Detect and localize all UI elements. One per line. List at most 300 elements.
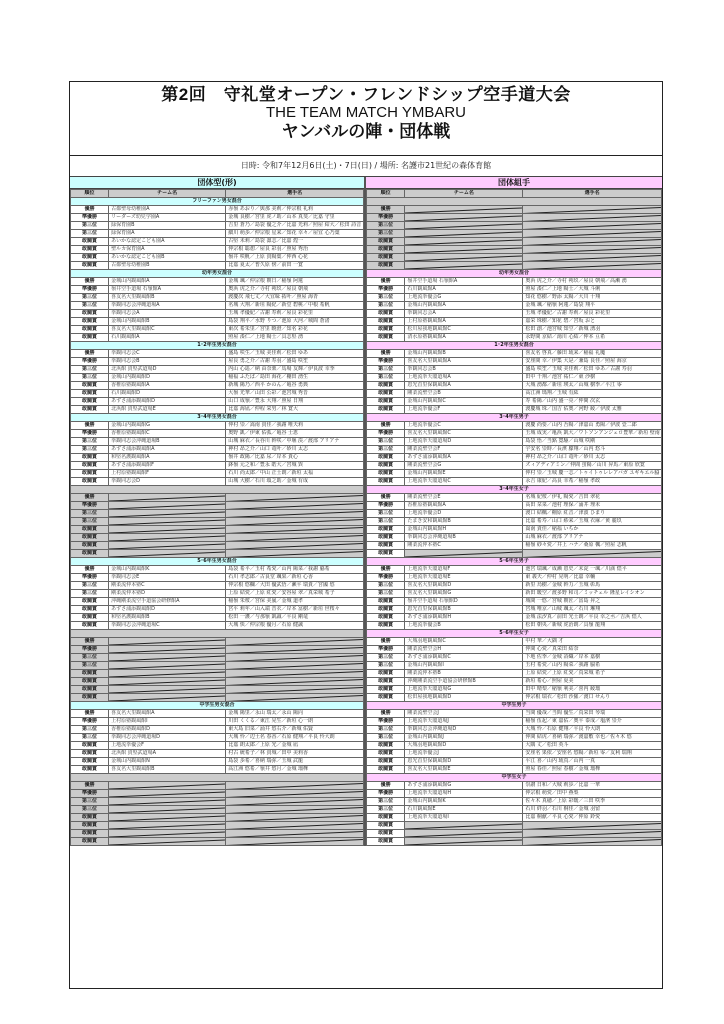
rank-cell: 優勝 xyxy=(367,350,405,358)
rank-cell: 優勝 xyxy=(367,278,405,286)
team-name-cell: 剛柔流聖空会G xyxy=(405,462,523,470)
players-cell: 高江洲 悠希／嶺井 悠月／金城 瑠樺 xyxy=(226,766,364,774)
team-name-cell: 清水原塾観風館A xyxy=(405,334,523,342)
rank-cell: 敢闘賞 xyxy=(367,694,405,702)
rank-cell: 敢闘賞 xyxy=(71,542,109,550)
rank-cell: 敢闘賞 xyxy=(71,670,109,678)
team-name-cell: 恩光首里保観風館B xyxy=(405,606,523,614)
result-row xyxy=(71,518,364,526)
players-cell: 大嶺 光華／山田 公彩／池宮城 秀晋 xyxy=(226,390,364,398)
rank-cell: 敢闘賞 xyxy=(71,606,109,614)
team-name-cell: 金城山内観風館J xyxy=(405,734,523,742)
players-cell: 名城 大翔／新垣 陽紀／新堂 碧桃／中根 希帆 xyxy=(226,302,364,310)
result-row xyxy=(71,254,364,262)
rank-cell: 敢闘賞 xyxy=(71,766,109,774)
result-row xyxy=(71,694,364,702)
section-header-row xyxy=(71,774,364,782)
result-row xyxy=(71,614,364,622)
result-row xyxy=(367,758,662,766)
rank-cell: 敢闘賞 xyxy=(367,750,405,758)
result-row xyxy=(367,382,662,390)
empty-players-cell xyxy=(226,838,364,846)
rank-cell: 第三位 xyxy=(71,374,109,382)
rank-cell: 敢闘賞 xyxy=(367,830,405,838)
rank-cell: 敢闘賞 xyxy=(71,398,109,406)
result-row xyxy=(71,758,364,766)
team-name-cell: あずさ浦添観風館G xyxy=(405,782,523,790)
players-cell: 名城 紀桜／伊礼 陽愛／吉田 翠花 xyxy=(523,494,662,502)
players-cell: 嶺井 政陽／比嘉 尿／岸本 貴心 xyxy=(226,454,364,462)
rank-cell: 敢闘賞 xyxy=(71,830,109,838)
rank-cell: 第三位 xyxy=(71,806,109,814)
empty-team-cell xyxy=(405,838,523,846)
rank-cell: 優勝 xyxy=(71,782,109,790)
team-name-cell: 剛柔流仲本塾C xyxy=(109,582,226,590)
players-cell: 仲村 崇／嵩南 貴佳／我謝 唯夫莉 xyxy=(226,422,364,430)
players-cell: 石川 尚太郎／中山 正士朗／新垣 太福 xyxy=(226,470,364,478)
rank-cell: 敢闘賞 xyxy=(71,238,109,246)
empty-players-cell xyxy=(523,838,662,846)
result-row xyxy=(367,326,662,334)
team-name-cell: 聖ルカ保育園A xyxy=(109,246,226,254)
result-row xyxy=(71,206,364,214)
team-name-cell: あいかな認定こども園A xyxy=(109,238,226,246)
rank-cell: 準優勝 xyxy=(367,286,405,294)
rank-cell: 敢闘賞 xyxy=(71,382,109,390)
players-cell: 比嘉 海凪／仲程 栄男／林 寛大 xyxy=(226,406,364,414)
players-cell: 安座名 果依／安座名 悠陽／新垣 零／友利 瑞翔 xyxy=(523,750,662,758)
result-row xyxy=(71,214,364,222)
result-row xyxy=(71,838,364,846)
result-row xyxy=(71,326,364,334)
rank-cell: 敢闘賞 xyxy=(367,742,405,750)
result-row xyxy=(367,638,662,646)
rank-cell: 準優勝 xyxy=(367,214,405,222)
result-row xyxy=(71,238,364,246)
team-name-cell: 上地流拳優会B xyxy=(405,622,523,630)
empty-team-cell xyxy=(109,662,226,670)
team-name-cell: 金城山内観風館N xyxy=(109,758,226,766)
team-name-cell: 石川観風館A xyxy=(405,286,523,294)
team-name-cell: 剛柔流聖空会E xyxy=(405,494,523,502)
team-name-cell: 金城山内観風館G xyxy=(109,422,226,430)
rank-cell: 敢闘賞 xyxy=(367,606,405,614)
section-title: 5･6年生男女混合 xyxy=(71,558,364,566)
rank-cell: 第三位 xyxy=(367,734,405,742)
rank-cell: 優勝 xyxy=(367,566,405,574)
players-cell: 山城 大樹／石川 頌之助／金城 有成 xyxy=(226,478,364,486)
result-row xyxy=(71,510,364,518)
rank-cell: 敢闘賞 xyxy=(367,758,405,766)
team-name-cell: 松田屋我地観風館D xyxy=(405,694,523,702)
team-name-cell: 上地流拳優会F xyxy=(109,742,226,750)
team-name-cell: 古都聖母幼稚園B xyxy=(109,262,226,270)
result-row xyxy=(71,542,364,550)
rank-cell: 敢闘賞 xyxy=(71,334,109,342)
players-cell: 村古 統希子／林 貴城／田中 美莉香 xyxy=(226,750,364,758)
result-row xyxy=(367,718,662,726)
section-header-row xyxy=(71,630,364,638)
rank-cell: 敢闘賞 xyxy=(71,310,109,318)
rank-cell: 優勝 xyxy=(367,206,405,214)
rank-cell: 敢闘賞 xyxy=(367,822,405,830)
players-cell: 高田 栞菜／池村 理保／涌井 理未 xyxy=(523,502,662,510)
team-name-cell: 緑保育園B xyxy=(109,222,226,230)
empty-team-cell xyxy=(109,670,226,678)
players-cell: 盛島 咲生／玉城 美佳莉／松田 ゆあ xyxy=(226,350,364,358)
section-title xyxy=(367,198,662,206)
players-cell: 島袋 翔平／水野 りつ／池原 大河／城間 蒼渚 xyxy=(226,318,364,326)
result-row xyxy=(71,438,364,446)
result-row xyxy=(367,582,662,590)
empty-players-cell xyxy=(226,550,364,558)
result-row xyxy=(367,710,662,718)
empty-players-cell xyxy=(226,518,364,526)
result-row xyxy=(367,390,662,398)
result-row xyxy=(367,838,662,846)
result-row xyxy=(367,350,662,358)
rank-cell: 敢闘賞 xyxy=(367,814,405,822)
rank-cell: 敢闘賞 xyxy=(367,534,405,542)
result-row xyxy=(71,718,364,726)
rank-cell: 敢闘賞 xyxy=(367,614,405,622)
team-name-cell: 上地流拳天閣道場H xyxy=(405,790,523,798)
team-name-cell: 喜友名大里観風館C xyxy=(405,430,523,438)
section-header-row xyxy=(71,414,364,422)
team-name-cell: 沖縄剛柔流空手道協会研修館B xyxy=(405,678,523,686)
team-name-cell: 金城山内観風館A xyxy=(405,302,523,310)
date-venue-line: 日時: 令和7年12月6日(土)・7日(日) / 場所: 名護市21世紀の森体育館 xyxy=(70,156,662,177)
rank-cell: 敢闘賞 xyxy=(71,814,109,822)
section-header-row xyxy=(367,270,662,278)
players-cell: 神村 昂之介／山口 竜叶／砂川 太志 xyxy=(523,454,662,462)
rank-cell: 優勝 xyxy=(71,566,109,574)
players-cell: 大隅 丈／松田 英斗 xyxy=(523,742,662,750)
players-cell: 嵩南 貴佳／稲福 いちか xyxy=(523,526,662,534)
players-cell: 松田 一護／与那嶺 凱誠／平良 剛竜 xyxy=(226,614,364,622)
players-cell: 宇安名 崇時／長濱 朦翔／山内 悠斗 xyxy=(523,446,662,454)
result-row xyxy=(367,278,662,286)
result-row xyxy=(71,686,364,694)
players-cell: 金城 颯／仲宗根 朝日／稲嶺 阿蓮 xyxy=(226,278,364,286)
result-row xyxy=(71,798,364,806)
team-name-cell: 上村原塾観風館I xyxy=(109,718,226,726)
result-row xyxy=(367,238,662,246)
empty-players-cell xyxy=(226,638,364,646)
rank-cell: 準優勝 xyxy=(71,358,109,366)
rank-cell: 第三位 xyxy=(71,662,109,670)
section-title: 3･4年生男子 xyxy=(367,414,662,422)
result-row xyxy=(367,726,662,734)
team-name-cell: 上地流拳天閣道場I xyxy=(405,814,523,822)
rank-cell: 敢闘賞 xyxy=(367,318,405,326)
result-row xyxy=(367,246,662,254)
rank-cell: 敢闘賞 xyxy=(71,470,109,478)
players-cell: 新里 烏樹／金城 幹力／玉城 彰馬 xyxy=(523,582,662,590)
players-cell: 山城 麻衣／長谷川 幹咲／中堰 渓／渡部 アリアナ xyxy=(226,438,364,446)
section-title xyxy=(71,486,364,494)
result-row xyxy=(71,286,364,294)
result-row xyxy=(71,318,364,326)
result-row xyxy=(71,550,364,558)
rank-cell: 敢闘賞 xyxy=(71,838,109,846)
team-name-cell: 香椎原塾観風館D xyxy=(109,726,226,734)
result-row xyxy=(71,822,364,830)
players-cell: 照屋 湊仁／上地 陽士／具志堅 湧 xyxy=(226,334,364,342)
team-name-cell: リーダーズ幼児学園A xyxy=(109,214,226,222)
empty-team-cell xyxy=(109,830,226,838)
header-row xyxy=(367,190,662,198)
players-cell: 上原 結愛／上原 紅愛／安谷屋 翠／真栄城 希子 xyxy=(226,590,364,598)
team-name-cell: 上地流拳優会F xyxy=(405,406,523,414)
players-cell: 金城 法汐真／前田 光士朗／平良 幸之丞／吉浜 煌人 xyxy=(523,614,662,622)
team-name-cell: 古都聖母幼稚園A xyxy=(109,206,226,214)
rank-cell: 敢闘賞 xyxy=(71,390,109,398)
empty-players-cell xyxy=(523,830,662,838)
players-cell: 金城 颯／稲嶺 阿蓮／島袋 翔平 xyxy=(523,302,662,310)
result-row xyxy=(367,526,662,534)
rank-cell: 第三位 xyxy=(71,366,109,374)
team-name-cell: 香椎原塾観風館A xyxy=(405,502,523,510)
result-row xyxy=(71,334,364,342)
rank-cell: 第三位 xyxy=(71,510,109,518)
players-cell: 玉城 孝優紀／古謝 寿莉／屋良 彩花里 xyxy=(523,310,662,318)
empty-players-cell xyxy=(523,214,662,222)
result-row xyxy=(367,206,662,214)
result-row xyxy=(367,614,662,622)
title-block xyxy=(70,82,662,156)
rank-cell: 敢闘賞 xyxy=(71,318,109,326)
rank-cell: 敢闘賞 xyxy=(71,406,109,414)
players-cell: 宮城 唯京／山城 颯太／石川 琳翔 xyxy=(523,606,662,614)
section-header-row xyxy=(71,342,364,350)
players-cell: 稲嶺 朱桜／宮保 美嵐／金城 道孝 xyxy=(226,598,364,606)
result-row xyxy=(367,430,662,438)
players-cell: 新城 陽乃／西平 かのん／亀谷 勇典 xyxy=(226,382,364,390)
result-row xyxy=(71,830,364,838)
players-cell: 金城 良樹／宮里 虎ノ助／山本 真斐／比嘉 守里 xyxy=(226,214,364,222)
rank-cell: 第三位 xyxy=(71,734,109,742)
result-row xyxy=(367,446,662,454)
team-name-cell: 金城山内観風館A xyxy=(109,278,226,286)
players-cell: 玉村 希愛／山内 陽菜／我謝 脇希 xyxy=(523,662,662,670)
result-row xyxy=(367,502,662,510)
rank-cell: 第三位 xyxy=(367,366,405,374)
rank-cell: 第三位 xyxy=(367,590,405,598)
rank-cell: 第三位 xyxy=(71,798,109,806)
players-cell: 奥浜 虎之介／寺村 朔玖／屋良 朝飛 xyxy=(226,286,364,294)
rank-cell: 敢闘賞 xyxy=(367,470,405,478)
rank-cell: 準優勝 xyxy=(367,574,405,582)
result-row xyxy=(367,230,662,238)
result-row xyxy=(71,598,364,606)
result-row xyxy=(367,742,662,750)
empty-players-cell xyxy=(226,526,364,534)
players-cell: 東次 希朱里／宮里 暁澄／知名 彩花 xyxy=(226,326,364,334)
result-row xyxy=(71,502,364,510)
players-cell: 山城 麻衣／渡部 アリアナ xyxy=(523,534,662,542)
team-name-cell: たまき安和観風館B xyxy=(405,518,523,526)
section-title: 3･4年生男女混合 xyxy=(71,414,364,422)
players-cell: 比嘉 希寿／山口 紗来／玉城 衣麻／黄 麗玖 xyxy=(523,518,662,526)
empty-players-cell xyxy=(226,686,364,694)
rank-cell: 敢闘賞 xyxy=(71,526,109,534)
rank-cell: 優勝 xyxy=(71,638,109,646)
rank-cell: 第三位 xyxy=(367,662,405,670)
empty-players-cell xyxy=(226,814,364,822)
empty-team-cell xyxy=(109,798,226,806)
team-name-cell: 香椎原塾観風館A xyxy=(109,382,226,390)
team-name-cell: 上地流拳天閣道場C xyxy=(405,478,523,486)
rank-cell: 第三位 xyxy=(71,654,109,662)
team-name-cell: 北浜館 貴堅武道場E xyxy=(109,406,226,414)
players-cell: 川田 くくる／東江 晃生／新垣 心一朗 xyxy=(226,718,364,726)
players-cell: 奥野 凱／伊東 佑弧／亀谷 士恵 xyxy=(226,430,364,438)
empty-players-cell xyxy=(226,822,364,830)
empty-players-cell xyxy=(226,790,364,798)
rank-cell: 優勝 xyxy=(71,350,109,358)
result-row xyxy=(367,462,662,470)
rank-cell: 敢闘賞 xyxy=(367,262,405,270)
team-name-cell: 剛柔流聖空会F xyxy=(405,446,523,454)
rank-cell: 敢闘賞 xyxy=(367,526,405,534)
team-name-cell: 上地流拳天閣道場G xyxy=(405,686,523,694)
section-header-row xyxy=(71,198,364,206)
empty-team-cell xyxy=(109,534,226,542)
rank-cell: 敢闘賞 xyxy=(71,454,109,462)
rank-cell: 第三位 xyxy=(367,230,405,238)
result-row xyxy=(71,462,364,470)
players-cell: 新垣 希心／照屋 夏美 xyxy=(523,678,662,686)
team-name-cell: 喜友名大里観風館B xyxy=(109,766,226,774)
results-sheet xyxy=(69,81,663,989)
team-name-cell: 拳観同志会沖縄道場D xyxy=(109,734,226,742)
team-name-cell: 金城山内観風館B xyxy=(405,350,523,358)
players-cell: 仲村 崇／玉城 慶一志／トゥイトゥレレアバガ ユギキエル脇 xyxy=(523,470,662,478)
result-row xyxy=(367,478,662,486)
players-cell: 大城 湧都／新垣 瑛太／山城 樹季／平江 零 xyxy=(523,382,662,390)
team-name-cell: 嶺井空手道場 石嶺館A xyxy=(109,286,226,294)
players-cell: 仲間 結虎／喜納 瑞弥／渡嘉敷 幸也／佐々木 悠 xyxy=(523,734,662,742)
result-row xyxy=(367,542,662,550)
rank-cell: 敢闘賞 xyxy=(367,398,405,406)
result-row xyxy=(71,446,364,454)
team-name-cell: 拳観同志会沖縄道場C xyxy=(109,622,226,630)
team-name-cell: 拳観同志会A xyxy=(405,310,523,318)
result-row xyxy=(71,662,364,670)
players-cell: 細川 萌歩／仲宗根 星来／知花 幸々／屋宜 心乃葉 xyxy=(226,230,364,238)
empty-team-cell xyxy=(109,822,226,830)
result-row xyxy=(71,454,364,462)
rank-cell: 敢闘賞 xyxy=(367,326,405,334)
players-cell: 渡慶次 飛七丈／大宜味 拓叶／照屋 海青 xyxy=(226,294,364,302)
team-name-cell: 金城山内観風館K xyxy=(109,566,226,574)
team-name-cell: 石川観風館A xyxy=(109,334,226,342)
rank-cell: 敢闘賞 xyxy=(71,822,109,830)
result-row xyxy=(71,422,364,430)
result-row xyxy=(367,374,662,382)
rank-cell: 敢闘賞 xyxy=(367,254,405,262)
empty-team-cell xyxy=(405,222,523,230)
players-cell: 当間 優哉／当間 優生／真栄田 琴瑞 xyxy=(523,710,662,718)
result-row xyxy=(71,390,364,398)
section-header-row xyxy=(367,414,662,422)
result-row xyxy=(71,566,364,574)
rank-cell: 第三位 xyxy=(367,798,405,806)
players-cell: 松田 朝央／新城 虎治朗／具嶺 龍翔 xyxy=(523,622,662,630)
result-row xyxy=(71,278,364,286)
section-title: 1･2年生男女混合 xyxy=(71,342,364,350)
rank-cell: 敢闘賞 xyxy=(367,678,405,686)
team-name-cell: 拳観同志会沖縄道場B xyxy=(109,438,226,446)
section-title: 幼年男女混合 xyxy=(71,270,364,278)
rank-cell: 第三位 xyxy=(71,302,109,310)
team-name-cell: 上村原塾観風館F xyxy=(109,470,226,478)
kumite-column xyxy=(366,177,662,846)
players-cell: 佐々木 真穂／上原 彩暖／三田 咲季 xyxy=(523,798,662,806)
team-name-cell: 拳観同志会B xyxy=(405,366,523,374)
rank-cell: 敢闘賞 xyxy=(71,254,109,262)
result-row xyxy=(367,782,662,790)
rank-cell: 敢闘賞 xyxy=(71,686,109,694)
team-name-cell: 拳観同志会沖縄道場D xyxy=(405,726,523,734)
rank-cell: 準優勝 xyxy=(71,214,109,222)
empty-team-cell xyxy=(405,214,523,222)
team-name-cell: あずさ浦添観風館F xyxy=(109,462,226,470)
empty-team-cell xyxy=(109,806,226,814)
team-name-cell: 喜友名大里観風館E xyxy=(405,766,523,774)
rank-cell: 敢闘賞 xyxy=(71,758,109,766)
team-name-cell: 喜友名大里観風館B xyxy=(109,294,226,302)
team-header: チーム名 xyxy=(109,190,226,198)
result-row xyxy=(71,246,364,254)
empty-team-cell xyxy=(109,502,226,510)
section-title xyxy=(71,774,364,782)
result-row xyxy=(71,574,364,582)
rank-cell: 優勝 xyxy=(367,494,405,502)
team-name-cell: 拳観同志会沖縄道場B xyxy=(405,534,523,542)
team-name-cell: 上地流拳天閣道場J xyxy=(405,718,523,726)
section-header-row xyxy=(367,558,662,566)
rank-cell: 第三位 xyxy=(367,510,405,518)
team-name-cell: 香椎原塾観風館C xyxy=(109,430,226,438)
rank-cell: 第三位 xyxy=(367,222,405,230)
empty-players-cell xyxy=(523,254,662,262)
result-row xyxy=(367,830,662,838)
result-row xyxy=(71,766,364,774)
team-name-cell: 恩光首里保観風館A xyxy=(405,382,523,390)
result-row xyxy=(71,742,364,750)
tournament-subtitle-en: THE TEAM MATCH YMBARU xyxy=(265,104,467,121)
players-cell: ズィアディアミン／仲間 蛍陽／山川 昇馬／東原 欣寛 xyxy=(523,462,662,470)
team-name-cell: 上地流拳優会G xyxy=(405,294,523,302)
result-row xyxy=(367,790,662,798)
result-row xyxy=(367,534,662,542)
result-row xyxy=(71,814,364,822)
team-name-cell: 大城羽地観風館D xyxy=(405,742,523,750)
empty-players-cell xyxy=(523,230,662,238)
result-row xyxy=(367,550,662,558)
players-cell: 嶺井 咲帆／上原 貴陽葉／仲西 心花 xyxy=(226,254,364,262)
team-name-cell: 上地流拳天閣道場F xyxy=(405,566,523,574)
players-cell: 照屋 湊仁／上地 陽士／大城 斗俐 xyxy=(523,286,662,294)
rank-cell: 第三位 xyxy=(71,222,109,230)
team-name-cell: 剛柔流聖空会H xyxy=(405,646,523,654)
section-title: 中学生男子 xyxy=(367,702,662,710)
empty-team-cell xyxy=(109,686,226,694)
result-row xyxy=(71,302,364,310)
section-header-row xyxy=(71,702,364,710)
